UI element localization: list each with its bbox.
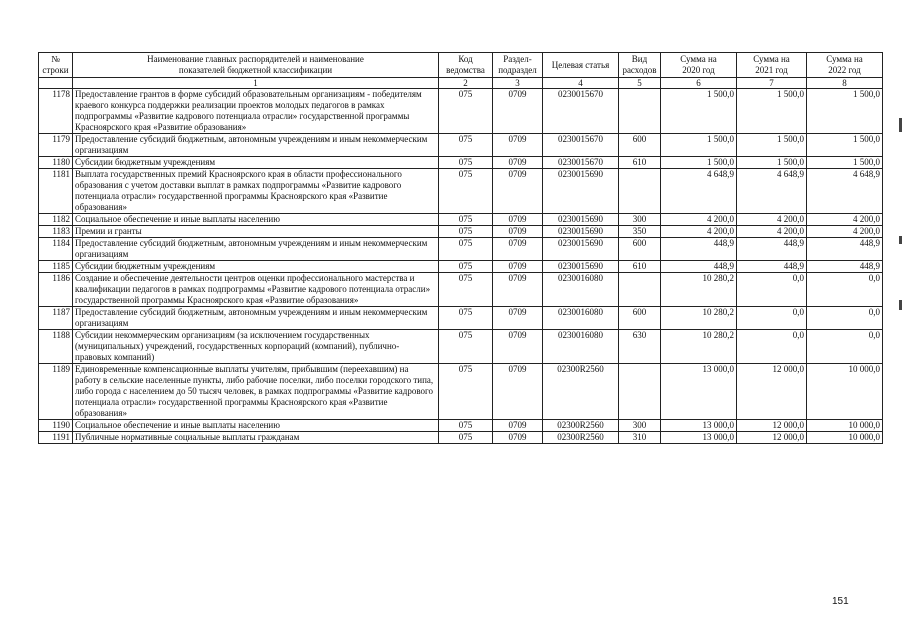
expense-type: 610: [619, 157, 661, 169]
table-row: [39, 214, 883, 226]
row-name: Публичные нормативные социальные выплаты гражданам: [73, 432, 439, 444]
column-number: 1: [73, 78, 439, 89]
row-number: 1191: [39, 432, 73, 444]
header-dept-code: Код ведомства: [439, 53, 493, 78]
dept-code: 075: [439, 364, 493, 420]
table-row: [39, 134, 883, 157]
section-code: 0709: [493, 169, 543, 214]
header-row: [39, 53, 883, 78]
dept-code: 075: [439, 432, 493, 444]
header-row-number: № строки: [39, 53, 73, 78]
sum-2020: 10 280,2: [661, 307, 737, 330]
row-number: 1187: [39, 307, 73, 330]
table-row: [39, 157, 883, 169]
scan-margin-mark: [899, 236, 902, 244]
expense-type: [619, 169, 661, 214]
dept-code: 075: [439, 226, 493, 238]
section-code: 0709: [493, 214, 543, 226]
sum-2020: 448,9: [661, 238, 737, 261]
sum-2022: 1 500,0: [807, 134, 883, 157]
sum-2020: 1 500,0: [661, 134, 737, 157]
dept-code: 075: [439, 238, 493, 261]
page-number: 151: [832, 596, 849, 607]
dept-code: 075: [439, 134, 493, 157]
table-row: [39, 420, 883, 432]
sum-2022: 448,9: [807, 261, 883, 273]
target-article: 0230015690: [543, 226, 619, 238]
row-name: Предоставление субсидий бюджетным, автономным учреждениям и иным некоммерческим организациям: [73, 134, 439, 157]
row-number: 1181: [39, 169, 73, 214]
table-row: [39, 364, 883, 420]
table-row: [39, 261, 883, 273]
section-code: 0709: [493, 432, 543, 444]
sum-2021: 448,9: [737, 261, 807, 273]
sum-2020: 13 000,0: [661, 420, 737, 432]
expense-type: 600: [619, 238, 661, 261]
budget-table: [38, 52, 883, 444]
sum-2020: 10 280,2: [661, 330, 737, 364]
section-code: 0709: [493, 420, 543, 432]
expense-type: 300: [619, 214, 661, 226]
row-name: Предоставление субсидий бюджетным, автономным учреждениям и иным некоммерческим организациям: [73, 238, 439, 261]
table-row: [39, 89, 883, 134]
expense-type: 630: [619, 330, 661, 364]
section-code: 0709: [493, 307, 543, 330]
sum-2021: 1 500,0: [737, 89, 807, 134]
sum-2020: 1 500,0: [661, 89, 737, 134]
target-article: 0230015690: [543, 169, 619, 214]
row-number: 1185: [39, 261, 73, 273]
expense-type: [619, 89, 661, 134]
sum-2021: 0,0: [737, 273, 807, 307]
expense-type: 600: [619, 134, 661, 157]
expense-type: 600: [619, 307, 661, 330]
header-sum-2020: Сумма на 2020 год: [661, 53, 737, 78]
sum-2022: 0,0: [807, 273, 883, 307]
sum-2020: 13 000,0: [661, 432, 737, 444]
sum-2021: 12 000,0: [737, 432, 807, 444]
target-article: 02300R2560: [543, 420, 619, 432]
row-number: 1184: [39, 238, 73, 261]
section-code: 0709: [493, 89, 543, 134]
sum-2022: 448,9: [807, 238, 883, 261]
table-row: [39, 238, 883, 261]
section-code: 0709: [493, 364, 543, 420]
table-row: [39, 307, 883, 330]
sum-2020: 1 500,0: [661, 157, 737, 169]
table-row: [39, 330, 883, 364]
sum-2021: 12 000,0: [737, 364, 807, 420]
column-number: 8: [807, 78, 883, 89]
target-article: 0230015690: [543, 238, 619, 261]
dept-code: 075: [439, 169, 493, 214]
dept-code: 075: [439, 261, 493, 273]
sum-2020: 4 200,0: [661, 226, 737, 238]
header-sum-2022: Сумма на 2022 год: [807, 53, 883, 78]
row-number: 1178: [39, 89, 73, 134]
header-section: Раздел-подраздел: [493, 53, 543, 78]
header-sum-2021: Сумма на 2021 год: [737, 53, 807, 78]
column-number: 2: [439, 78, 493, 89]
row-number: 1180: [39, 157, 73, 169]
column-number: [39, 78, 73, 89]
column-number-row: [39, 78, 883, 89]
dept-code: 075: [439, 89, 493, 134]
column-number: 7: [737, 78, 807, 89]
target-article: 0230015670: [543, 89, 619, 134]
sum-2022: 4 200,0: [807, 214, 883, 226]
row-name: Субсидии бюджетным учреждениям: [73, 261, 439, 273]
row-name: Предоставление субсидий бюджетным, автономным учреждениям и иным некоммерческим организациям: [73, 307, 439, 330]
target-article: 02300R2560: [543, 364, 619, 420]
section-code: 0709: [493, 273, 543, 307]
sum-2021: 1 500,0: [737, 134, 807, 157]
section-code: 0709: [493, 261, 543, 273]
sum-2020: 13 000,0: [661, 364, 737, 420]
scan-margin-mark: [899, 118, 902, 132]
row-number: 1189: [39, 364, 73, 420]
row-name: Социальное обеспечение и иные выплаты населению: [73, 214, 439, 226]
section-code: 0709: [493, 157, 543, 169]
sum-2022: 4 648,9: [807, 169, 883, 214]
dept-code: 075: [439, 273, 493, 307]
sum-2022: 10 000,0: [807, 432, 883, 444]
row-number: 1190: [39, 420, 73, 432]
target-article: 0230016080: [543, 273, 619, 307]
row-name: Предоставление грантов в форме субсидий образовательным организациям - победителям краевого конкурса поддержки реализации проектов молодых педагогов в рамках подпрограммы «Развитие кадрового потенциала отрасли» государственной программы Красноярского края «Развитие образования»: [73, 89, 439, 134]
section-code: 0709: [493, 238, 543, 261]
expense-type: [619, 364, 661, 420]
sum-2022: 10 000,0: [807, 364, 883, 420]
dept-code: 075: [439, 420, 493, 432]
expense-type: 310: [619, 432, 661, 444]
target-article: 0230016080: [543, 307, 619, 330]
sum-2021: 4 648,9: [737, 169, 807, 214]
row-number: 1186: [39, 273, 73, 307]
column-number: 3: [493, 78, 543, 89]
sum-2020: 10 280,2: [661, 273, 737, 307]
target-article: 0230015690: [543, 214, 619, 226]
header-target-article: Целевая статья: [543, 53, 619, 78]
sum-2021: 4 200,0: [737, 226, 807, 238]
sum-2020: 4 200,0: [661, 214, 737, 226]
expense-type: 350: [619, 226, 661, 238]
row-name: Создание и обеспечение деятельности центров оценки профессионального мастерства и квалификации педагогов в рамках подпрограммы «Развитие кадрового потенциала отрасли» государственной программы Красноярского края «Развитие образования»: [73, 273, 439, 307]
sum-2022: 10 000,0: [807, 420, 883, 432]
dept-code: 075: [439, 157, 493, 169]
sum-2022: 0,0: [807, 307, 883, 330]
row-name: Премии и гранты: [73, 226, 439, 238]
row-name: Социальное обеспечение и иные выплаты населению: [73, 420, 439, 432]
table-row: [39, 226, 883, 238]
dept-code: 075: [439, 330, 493, 364]
column-number: 5: [619, 78, 661, 89]
header-name: Наименование главных распорядителей и наименование показателей бюджетной классификации: [73, 53, 439, 78]
row-number: 1188: [39, 330, 73, 364]
table-row: [39, 273, 883, 307]
scan-margin-mark: [899, 300, 902, 310]
sum-2021: 4 200,0: [737, 214, 807, 226]
sum-2020: 4 648,9: [661, 169, 737, 214]
target-article: 0230015670: [543, 157, 619, 169]
row-number: 1182: [39, 214, 73, 226]
sum-2021: 448,9: [737, 238, 807, 261]
sum-2022: 1 500,0: [807, 157, 883, 169]
sum-2021: 0,0: [737, 307, 807, 330]
dept-code: 075: [439, 214, 493, 226]
row-name: Субсидии бюджетным учреждениям: [73, 157, 439, 169]
row-name: Выплата государственных премий Красноярского края в области профессионального образования с учетом доставки выплат в рамках подпрограммы «Развитие кадрового потенциала отрасли» государственной программы Красноярского края «Развитие образования»: [73, 169, 439, 214]
expense-type: [619, 273, 661, 307]
target-article: 0230015670: [543, 134, 619, 157]
target-article: 0230016080: [543, 330, 619, 364]
header-expense-type: Вид расходов: [619, 53, 661, 78]
section-code: 0709: [493, 134, 543, 157]
sum-2020: 448,9: [661, 261, 737, 273]
target-article: 0230015690: [543, 261, 619, 273]
dept-code: 075: [439, 307, 493, 330]
sum-2022: 0,0: [807, 330, 883, 364]
target-article: 02300R2560: [543, 432, 619, 444]
row-number: 1179: [39, 134, 73, 157]
table-row: [39, 169, 883, 214]
section-code: 0709: [493, 226, 543, 238]
sum-2021: 1 500,0: [737, 157, 807, 169]
sum-2022: 1 500,0: [807, 89, 883, 134]
table-row: [39, 432, 883, 444]
sum-2021: 12 000,0: [737, 420, 807, 432]
sum-2021: 0,0: [737, 330, 807, 364]
expense-type: 610: [619, 261, 661, 273]
column-number: 6: [661, 78, 737, 89]
row-name: Единовременные компенсационные выплаты учителям, прибывшим (переехавшим) на работу в сельские населенные пункты, либо рабочие поселки, либо поселки городского типа, либо города с населением до 50 тысяч человек, в рамках подпрограммы «Развитие кадрового потенциала отрасли» государственной программы Красноярского края «Развитие образования»: [73, 364, 439, 420]
section-code: 0709: [493, 330, 543, 364]
row-name: Субсидии некоммерческим организациям (за исключением государственных (муниципальных) учреждений, государственных корпораций (компаний), публично-правовых компаний): [73, 330, 439, 364]
expense-type: 300: [619, 420, 661, 432]
sum-2022: 4 200,0: [807, 226, 883, 238]
row-number: 1183: [39, 226, 73, 238]
column-number: 4: [543, 78, 619, 89]
